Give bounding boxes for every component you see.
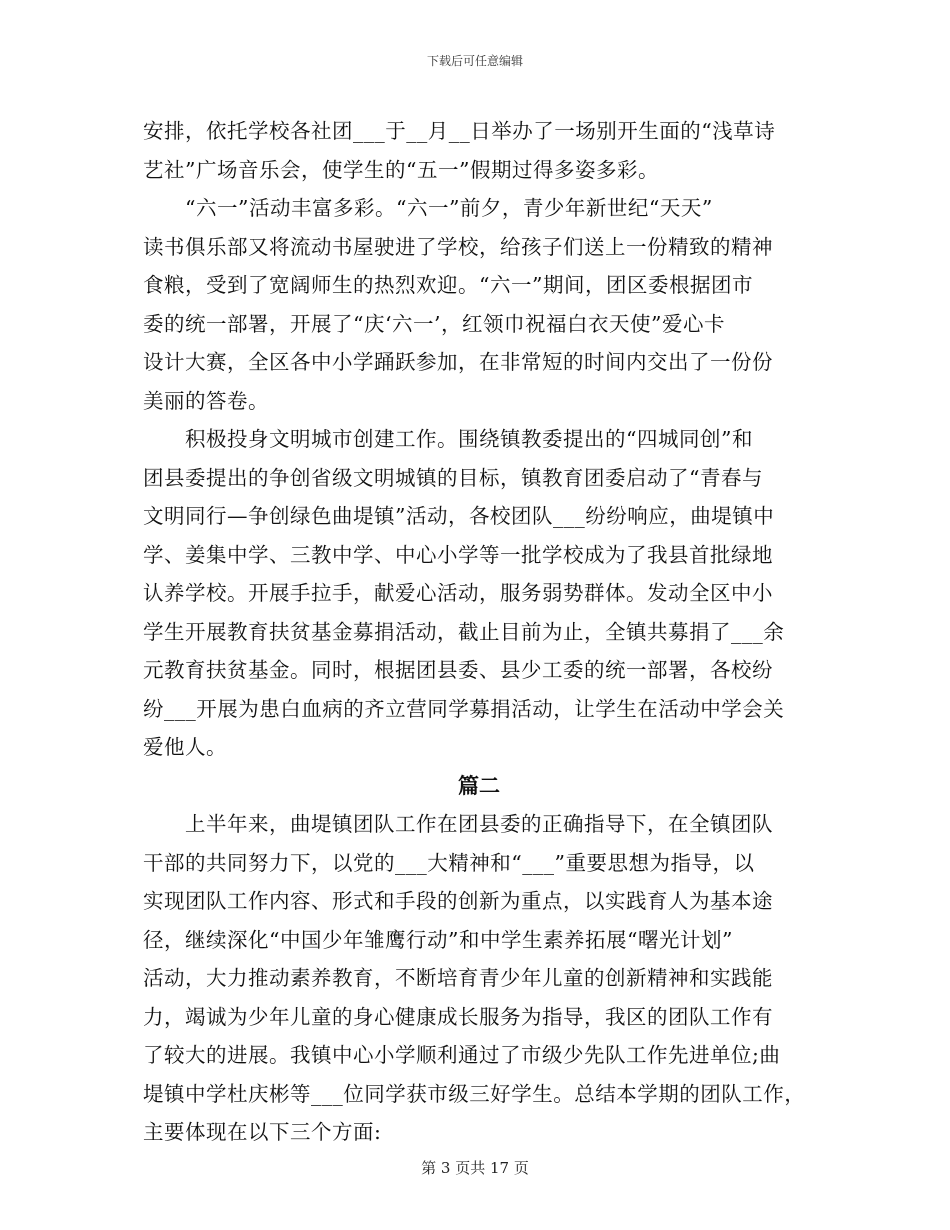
text-line: 活动，大力推动素养教育，不断培育青少年儿童的创新精神和实践能	[143, 966, 773, 990]
text-line: 元教育扶贫基金。同时，根据团县委、县少工委的统一部署，各校纷	[143, 658, 773, 682]
text-line: 干部的共同努力下，以党的___大精神和“___”重要思想为指导，以	[143, 850, 755, 875]
text-line: 食粮，受到了宽阔师生的热烈欢迎。“六一”期间，团区委根据团市	[143, 273, 753, 297]
text-line: 了较大的进展。我镇中心小学顺利通过了市级少先队工作先进单位;曲	[143, 1043, 781, 1067]
paragraph-civilized-city	[143, 420, 815, 767]
page-header: 下载后可任意编辑	[426, 54, 523, 68]
document-body	[143, 112, 815, 1152]
text-line: 力，竭诚为少年儿童的身心健康成长服务为指导，我区的团队工作有	[143, 1004, 773, 1029]
paragraph-children-day	[143, 189, 815, 420]
text-line: 团县委提出的争创省级文明城镇的目标，镇教育团委启动了“青春与	[143, 465, 763, 490]
text-line: 学、姜集中学、三教中学、中心小学等一批学校成为了我县首批绿地	[143, 542, 773, 567]
text-line: 径，继续深化“中国少年雏鹰行动”和中学生素养拓展“曙光计划”	[143, 927, 733, 952]
text-line: “六一”活动丰富多彩。“六一”前夕，青少年新世纪“天天”	[185, 196, 713, 220]
text-line: 委的统一部署，开展了“庆‘六一’，红领巾祝福白衣天使”爱心卡	[143, 311, 725, 336]
text-line: 实现团队工作内容、形式和手段的创新为重点，以实践育人为基本途	[143, 889, 773, 913]
section-title: 篇二	[458, 773, 500, 798]
text-line: 安排，依托学校各社团___于__月__日举办了一场别开生面的“浅草诗	[143, 119, 776, 143]
page-number-footer: 第 3 页共 17 页	[421, 1159, 529, 1177]
text-line: 主要体现在以下三个方面:	[143, 1120, 382, 1144]
text-line: 学生开展教育扶贫基金募捐活动，截止目前为止，全镇共募捐了___余	[143, 619, 785, 644]
text-line: 读书俱乐部又将流动书屋驶进了学校，给孩子们送上一份精致的精神	[143, 234, 773, 259]
text-line: 纷___开展为患白血病的齐立营同学募捐活动，让学生在活动中学会关	[143, 696, 785, 721]
paragraph-continuation	[143, 112, 815, 189]
text-line: 认养学校。开展手拉手，献爱心活动，服务弱势群体。发动全区中小	[143, 581, 773, 605]
text-line: 堤镇中学杜庆彬等___位同学获市级三好学生。总结本学期的团队工作，	[143, 1081, 806, 1106]
text-line: 上半年来，曲堤镇团队工作在团县委的正确指导下，在全镇团队	[185, 812, 773, 836]
text-line: 美丽的答卷。	[143, 388, 269, 413]
paragraph-section-two	[143, 805, 815, 1152]
text-line: 设计大赛，全区各中小学踊跃参加，在非常短的时间内交出了一份份	[143, 350, 773, 374]
text-line: 艺社”广场音乐会，使学生的“五一”假期过得多姿多彩。	[143, 157, 659, 182]
text-line: 文明同行—争创绿色曲堤镇”活动，各校团队___纷纷响应，曲堤镇中	[143, 504, 775, 528]
text-line: 积极投身文明城市创建工作。围绕镇教委提出的“四城同创”和	[185, 427, 753, 451]
text-line: 爱他人。	[143, 735, 227, 759]
